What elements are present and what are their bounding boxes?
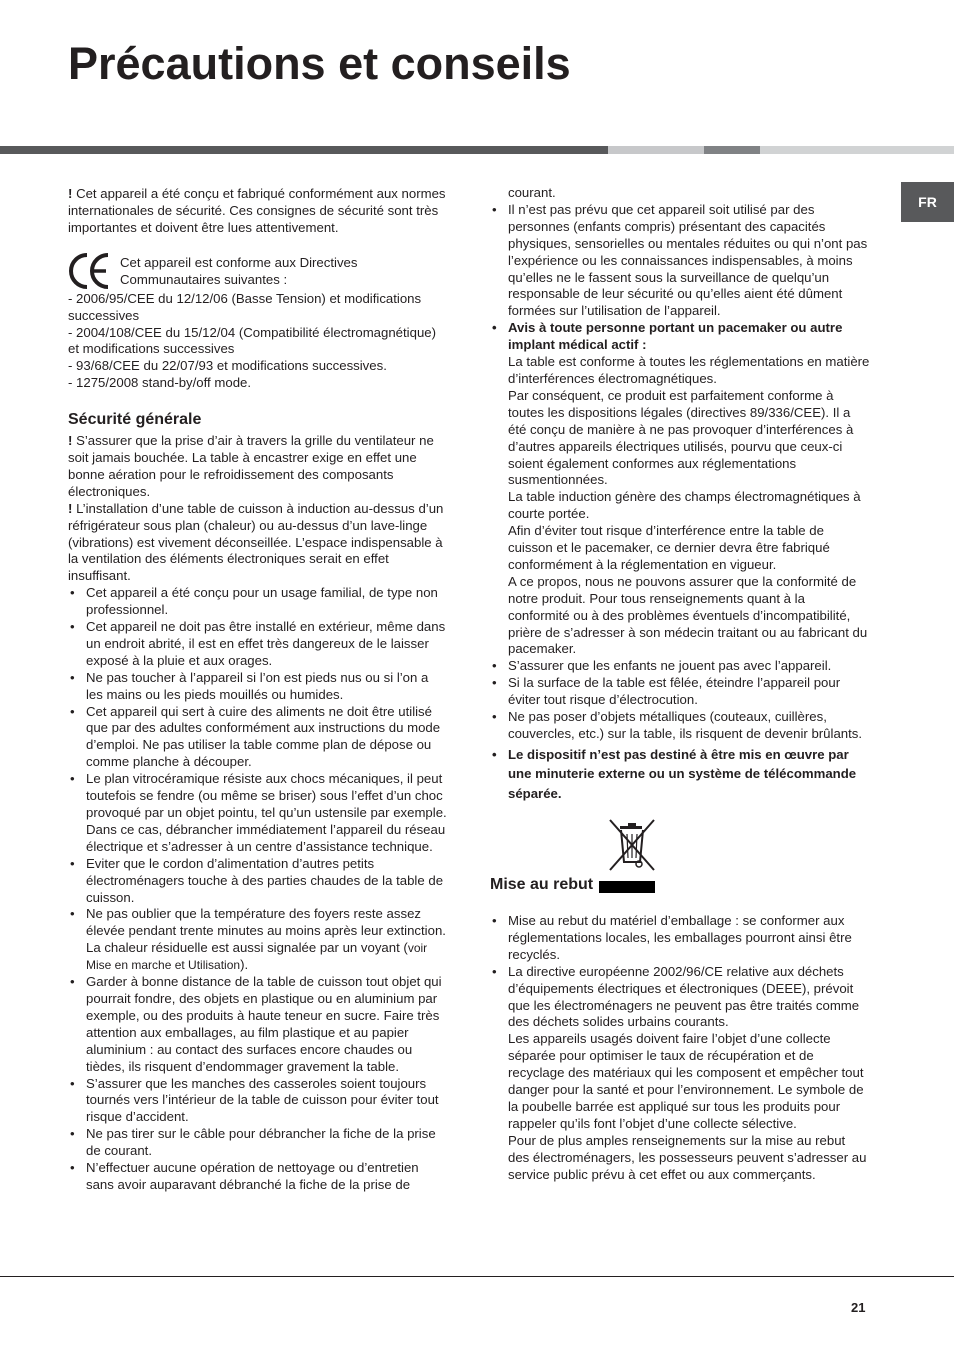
cross-reference: voir Mise en marche et Utilisation (86, 941, 428, 973)
list-item (68, 906, 448, 974)
list-item: • Il n’est pas prévu que cet appareil soit utilisé par des personnes (enfants compris) présentant des capacités physiques, sensorielles ou mentales réduites ou qui n’ont pas l’expérience ou les connaissances indispensables, à moins qu’elles ne le fassent sous la surveillance de quelqu’un responsable de leur sécurité ou qu’elles aient été dûment formées sur l’utilisation de l’appareil. (490, 202, 870, 320)
header-bar-pale (760, 146, 954, 154)
securite-paragraph-2 (68, 501, 448, 586)
rebut-paragraph: • La directive européenne 2002/96/CE relative aux déchets d’équipements électriques et électroniques (DEEE), prévoit que les électroménagers ne peuvent pas être traités comme des déchets solides urbains courants. (508, 963, 860, 1030)
list-item (490, 964, 870, 1184)
left-column (68, 186, 448, 1194)
securite-heading: Sécurité générale (68, 411, 202, 429)
crossed-out-wheelie-bin-icon (606, 818, 658, 874)
list-item: • Le plan vitrocéramique résiste aux chocs mécaniques, il peut toutefois se fendre (ou même se briser) sous l’effet d’un choc provoqué par un objet pointu, tel qu’un ustensile par exemple. Dans ce cas, débrancher immédiatement l’appareil du réseau électrique et s’adresser à un centre d’assistance technique. (68, 771, 448, 856)
securite-list (68, 585, 448, 1194)
page-title: Précautions et conseils (68, 38, 571, 89)
black-bar-marker (599, 881, 655, 893)
ce-line: - 1275/2008 stand-by/off mode. (68, 375, 252, 391)
footer-rule (0, 1276, 954, 1277)
warning-mark: ! (68, 500, 73, 516)
securite-p1: S’assurer que la prise d’air à travers la grille du ventilateur ne soit jamais bouchée. La table à encastrer exige en effet une bonne aération pour le refroidissement des composants électroniques. (68, 433, 434, 499)
ce-line: - 2004/108/CEE du 15/12/04 (Compatibilité électromagnétique) et modifications successives (68, 324, 437, 357)
list-item: • Ne pas tirer sur le câble pour débrancher la fiche de la prise de courant. (68, 1126, 448, 1160)
list-item: • Eviter que le cordon d’alimentation d’autres petits électroménagers touche à des parties chaudes de la table de cuisson. (68, 856, 448, 907)
warning-mark: ! (68, 186, 73, 201)
right-column (490, 185, 870, 803)
pacemaker-heading: • Avis à toute personne portant un pacemaker ou autre implant médical actif : (490, 320, 870, 354)
list-item: • Si la surface de la table est fêlée, éteindre l’appareil pour éviter tout risque d’électrocution. (490, 675, 870, 709)
list-item: • S’assurer que les manches des casseroles soient toujours tournés vers l’intérieur de la table de cuisson pour éviter tout risque d’accident. (68, 1076, 448, 1127)
language-tab: FR (901, 182, 954, 222)
temp-text-a: Ne pas oublier que la température des foyers reste assez élevée pendant trente minutes au moins après leur extinction. La chaleur résiduelle est aussi signalée par un voyant ( (86, 906, 446, 956)
header-bar-light (608, 146, 704, 154)
page-number: 21 (851, 1300, 866, 1315)
header-bar-dark (0, 146, 608, 154)
mise-au-rebut-heading: Mise au rebut (490, 876, 594, 893)
securite-p2: L’installation d’une table de cuisson à induction au-dessus d’un réfrigérateur sous plan (chaleur) ou au-dessus d’un lave-linge (vibrations) est vivement déconseillée. L’espace indispensable à la ventilation des éléments électroniques serait en effet insuffisant. (68, 500, 444, 584)
list-item: • N’effectuer aucune opération de nettoyage ou d’entretien sans avoir auparavant débranché la fiche de la prise de (68, 1160, 448, 1194)
header-bar-mid (704, 146, 760, 154)
rebut-paragraph: Pour de plus amples renseignements sur la mise au rebut des électroménagers, les possesseurs peuvent s’adresser au service public prévu à cet effet ou aux commerçants. (508, 1132, 867, 1182)
pacemaker-paragraph: A ce propos, nous ne pouvons assurer que la conformité de notre produit. Pour tous renseignements quant à la conformité ou à des problèmes éventuels d’incompatibilité, prière de s’adresser à son médecin traitant ou au fabricant du pacemaker. (508, 573, 868, 657)
pacemaker-paragraph: La table est conforme à toutes les réglementations en matière d’interférences électromagnétiques. (508, 354, 870, 386)
securite-paragraph-1 (68, 433, 448, 501)
warning-mark: ! (68, 433, 73, 449)
list-item: • Garder à bonne distance de la table de cuisson tout objet qui pourrait fondre, des objets en plastique ou en aluminium par exemple, ou des produits à haute teneur en sucre. Faire très attention aux emballages, au film plastique et au papier aluminium : au contact des surfaces encore chaudes ou tièdes, ils risquent d’endommager gravement la table. (68, 974, 448, 1075)
temp-text-b: ). (240, 957, 249, 973)
list-item: • S’assurer que les enfants ne jouent pas avec l’appareil. (490, 658, 870, 675)
rebut-list (490, 913, 870, 1184)
ce-line: - 2006/95/CEE du 12/12/06 (Basse Tension) et modifications successives (68, 290, 422, 323)
list-item: • Mise au rebut du matériel d’emballage : se conformer aux réglementations locales, les emballages pourront ainsi être recyclés. (490, 913, 870, 964)
list-item: • Cet appareil ne doit pas être installé en extérieur, même dans un endroit abrité, il est en effet très dangereux de le laisser exposé à la pluie et aux orages. (68, 619, 448, 670)
pacemaker-paragraph: La table induction génère des champs électromagnétiques à courte portée. (508, 489, 861, 522)
right-list (490, 202, 870, 354)
ce-line: - 93/68/CEE du 22/07/93 et modifications successives. (68, 358, 387, 374)
list-item: • Ne pas toucher à l’appareil si l’on est pieds nus ou si l’on a les mains ou les pieds mouillés ou humides. (68, 670, 448, 704)
continued-text: courant. (508, 185, 556, 200)
mise-au-rebut-heading-row (490, 876, 655, 894)
right-list-2 (490, 658, 870, 803)
ce-mark-icon (68, 251, 112, 291)
pacemaker-paragraph: Par conséquent, ce produit est parfaitement conforme à toutes les dispositions légales (directives 89/336/CEE). Il a été conçu de manière à ne pas provoquer d’interférences à d’autres appareils électriques utilisés, pourvu que ceux-ci soient également conformes aux réglementations susmentionnées. (508, 387, 854, 488)
rebut-paragraph: Les appareils usagés doivent faire l’objet d’une collecte séparée pour optimiser le taux de récupération et de recyclage des matériaux qui les composent et empêcher tout danger pour la santé et pour l’environnement. Le symbole de la poubelle barrée est appliqué sur tous les produits pour rappeler qu’ils font l’objet d’une collecte sélective. (508, 1031, 864, 1131)
pacemaker-paragraph: Afin d’éviter tout risque d’interférence entre la table de cuisson et le pacemaker, ce dernier devra être fabriqué conformément à la réglementation en vigueur. (508, 523, 830, 572)
list-item: • Ne pas poser d’objets métalliques (couteaux, cuillères, couvercles, etc.) sur la table, ils risquent de devenir brûlants. (490, 709, 870, 743)
list-item: • Cet appareil qui sert à cuire des aliments ne doit être utilisé que par des adultes conformément aux instructions du mode d’emploi. Ne pas utiliser la table comme plan de dépose ou comme planche à découper. (68, 704, 448, 772)
rebut-section (490, 913, 870, 1184)
intro-text: Cet appareil a été conçu et fabriqué conformément aux normes internationales de sécurité. Ces consignes de sécurité sont très importantes et doivent être lues attentivement. (68, 186, 446, 235)
ce-block (68, 251, 448, 291)
list-item-bold: • Le dispositif n’est pas destiné à être mis en œuvre par une minuterie externe ou un système de télécommande séparée. (490, 745, 870, 804)
intro-paragraph (68, 186, 448, 237)
ce-lead: Cet appareil est conforme aux Directives Communautaires suivantes : (120, 254, 358, 287)
list-item: • Cet appareil a été conçu pour un usage familial, de type non professionnel. (68, 585, 448, 619)
